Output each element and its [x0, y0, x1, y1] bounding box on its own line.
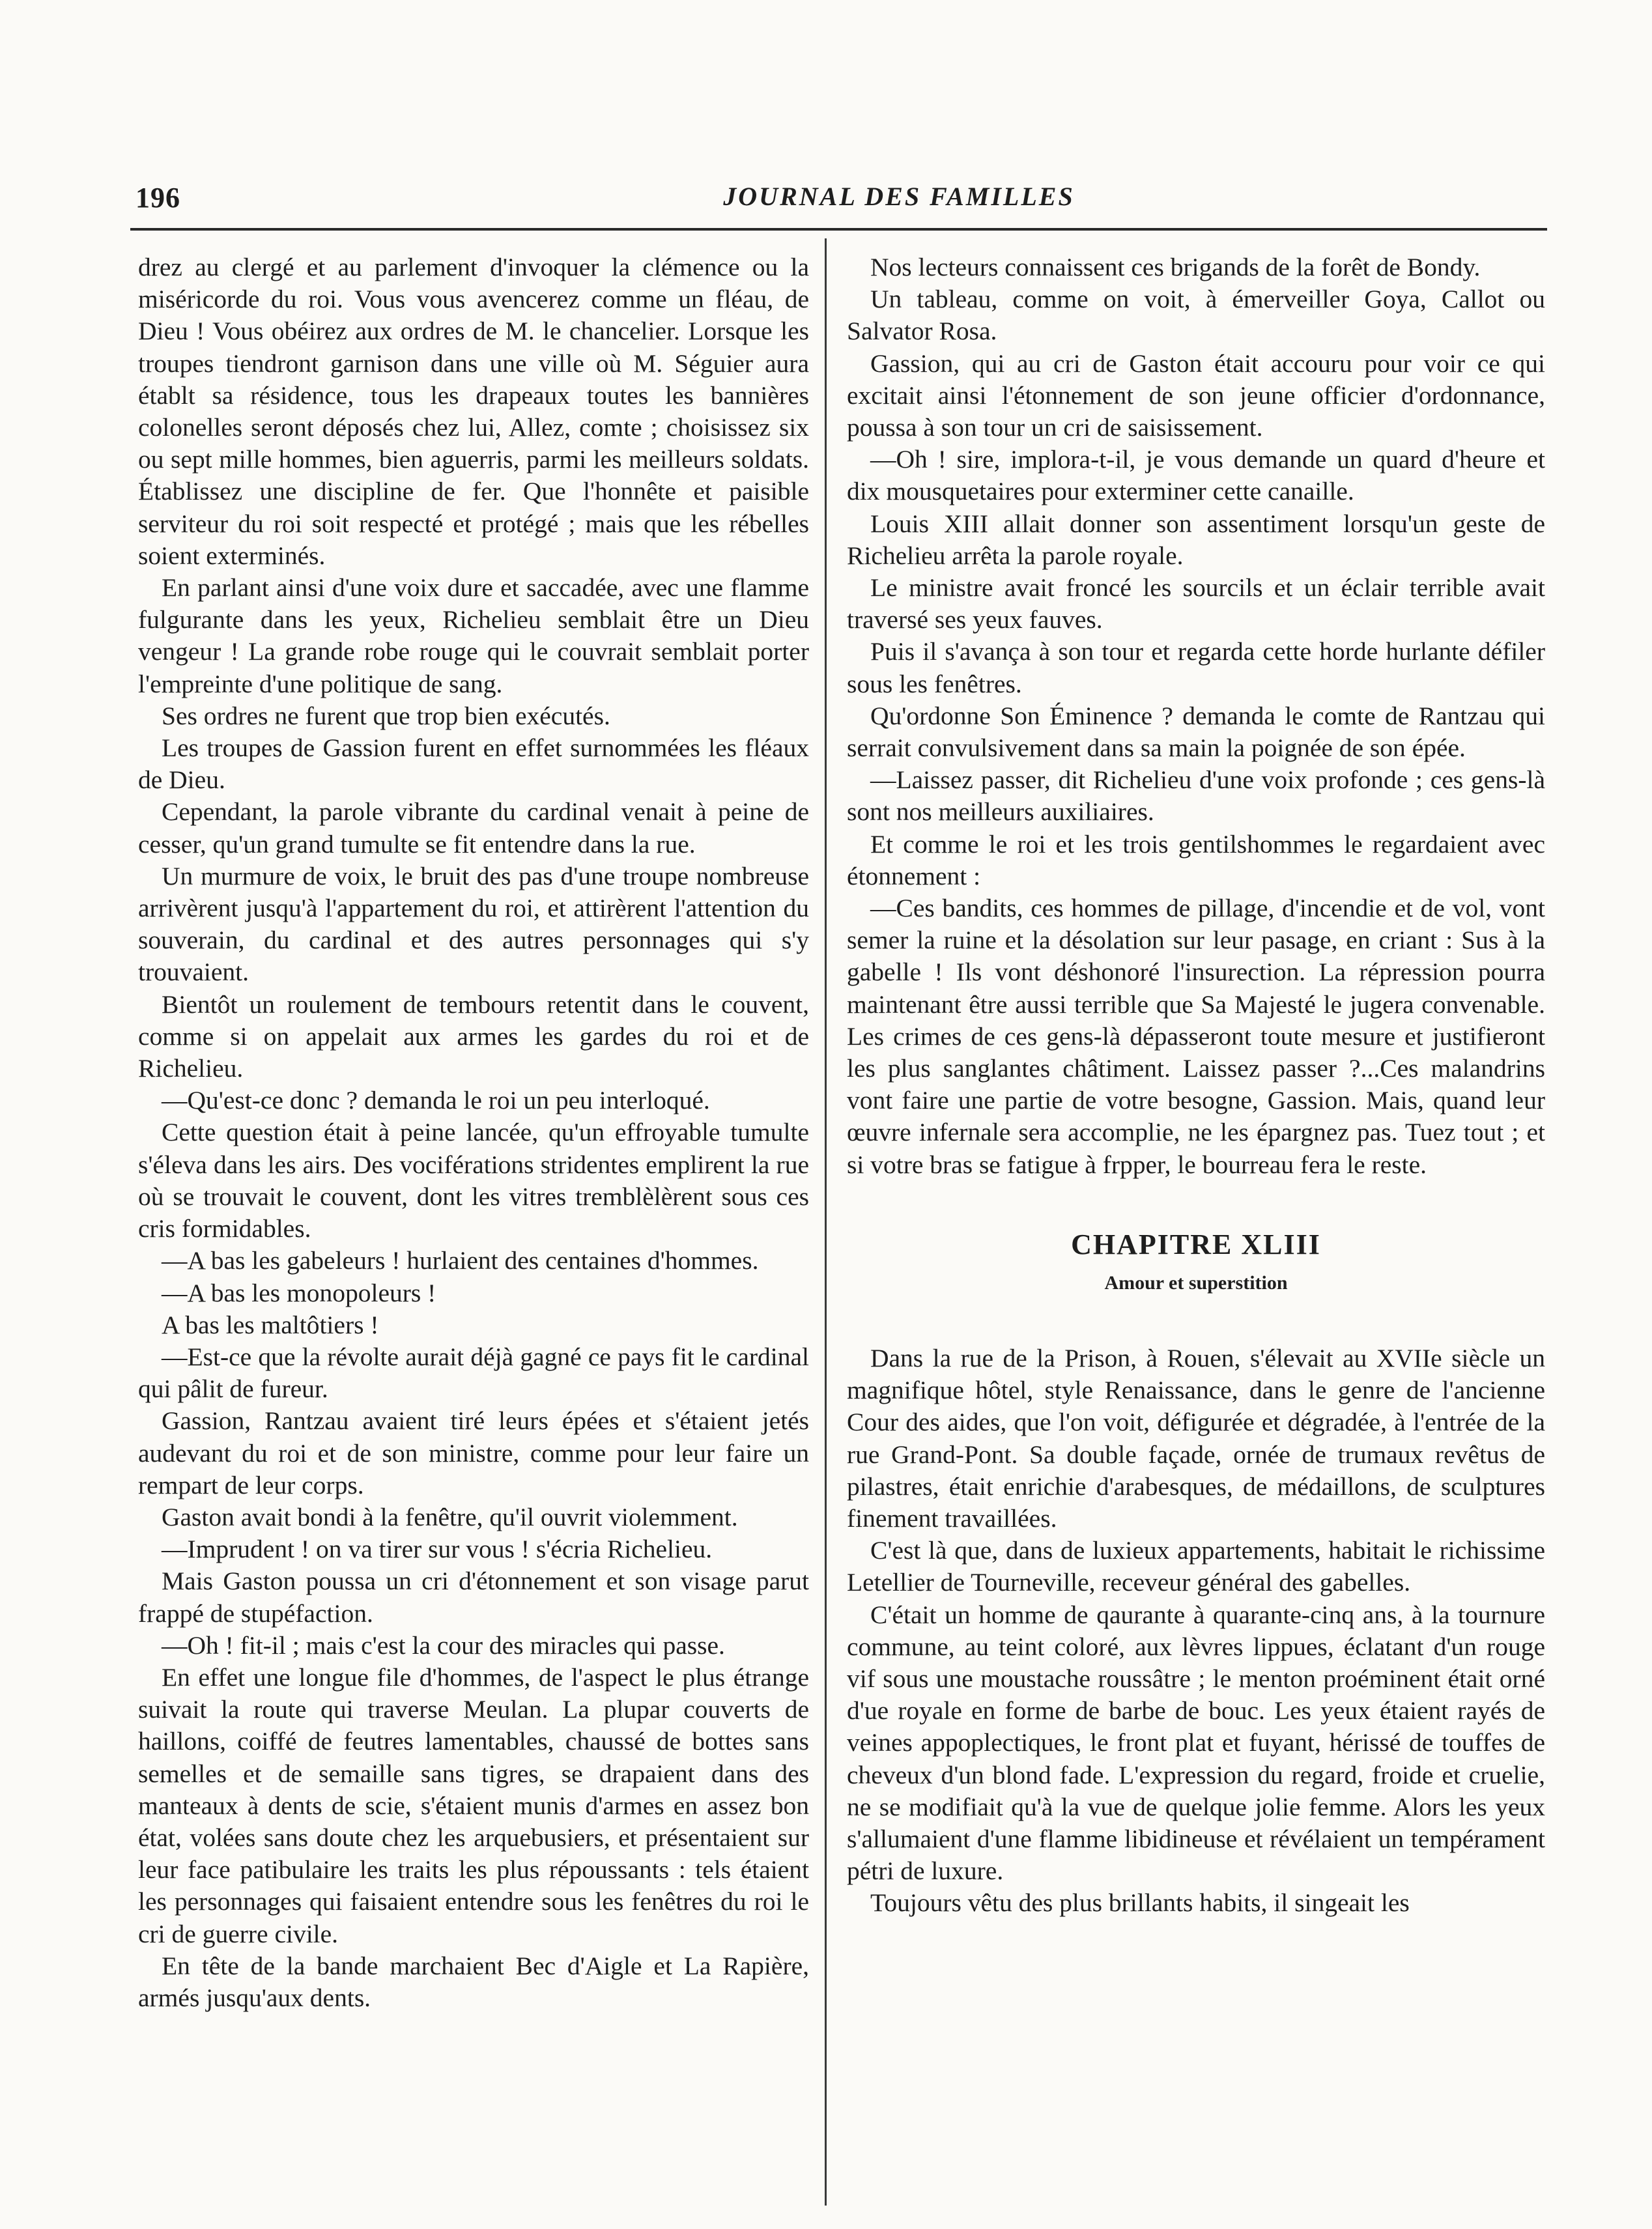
paragraph: Gassion, qui au cri de Gaston était accouru pour voir ce qui excitait ainsi l'étonnement de son jeune officier d'ordonnance, poussa à son tour un cri de saisissement. — [847, 348, 1545, 442]
paragraph: En parlant ainsi d'une voix dure et saccadée, avec une flamme fulgurante dans les yeux, Richelieu semblait être un Dieu vengeur ! La grande robe rouge qui le couvrait semblait porter l'empreinte d'une politique de sang. — [138, 573, 809, 698]
paragraph: Toujours vêtu des plus brillants habits, il singeait les — [870, 1888, 1410, 1918]
paragraph: Un murmure de voix, le bruit des pas d'une troupe nombreuse arrivèrent jusqu'à l'appartement du roi, et attirèrent l'attention du souverain, du cardinal et des autres personnages qui s'y trouvaient. — [138, 861, 809, 987]
paragraph: Qu'ordonne Son Éminence ? demanda le comte de Rantzau qui serrait convulsivement dans sa main la poignée de son épée. — [847, 701, 1545, 763]
paragraph: A bas les maltôtiers ! — [162, 1310, 379, 1339]
paragraph: —Laissez passer, dit Richelieu d'une voix profonde ; ces gens-là sont nos meilleurs auxiliaires. — [847, 765, 1545, 827]
paragraph: Gassion, Rantzau avaient tiré leurs épées et s'étaient jetés audevant du roi et de son ministre, comme pour leur faire un rempart de leur corps. — [138, 1406, 809, 1499]
paragraph: Et comme le roi et les trois gentilshommes le regardaient avec étonnement : — [847, 829, 1545, 890]
paragraph: Cependant, la parole vibrante du cardinal venait à peine de cesser, qu'un grand tumulte se fit entendre dans la rue. — [138, 797, 809, 859]
page-header — [130, 176, 1557, 225]
paragraph: —A bas les gabeleurs ! hurlaient des centaines d'hommes. — [162, 1246, 759, 1275]
paragraph: Puis il s'avança à son tour et regarda cette horde hurlante défiler sous les fenêtres. — [847, 637, 1545, 698]
paragraph: Gaston avait bondi à la fenêtre, qu'il ouvrit violemment. — [162, 1502, 738, 1531]
paragraph: Mais Gaston poussa un cri d'étonnement et son visage parut frappé de stupéfaction. — [138, 1567, 809, 1628]
paragraph: Nos lecteurs connaissent ces brigands de la forêt de Bondy. — [870, 253, 1481, 281]
paragraph: Dans la rue de la Prison, à Rouen, s'élevait au XVIIe siècle un magnifique hôtel, style Renaissance, dans le genre de l'ancienne Cour des aides, que l'on voit, défigurée et dégradée, à l'entrée de la rue Grand-Pont. Sa double façade, ornée de trumaux revêtus de pilastres, était enrichie d'arabesques, de médaillons, de sculptures finement travaillées. — [847, 1343, 1545, 1533]
paragraph: Les troupes de Gassion furent en effet surnommées les fléaux de Dieu. — [138, 733, 809, 795]
header-rule — [130, 228, 1547, 231]
right-column — [847, 251, 1545, 2225]
column-divider — [825, 238, 827, 2206]
paragraph: Le ministre avait froncé les sourcils et un éclair terrible avait traversé ses yeux fauves. — [847, 573, 1545, 634]
paragraph: Bientôt un roulement de tembours retentit dans le couvent, comme si on appelait aux armes les gardes du roi et de Richelieu. — [138, 989, 809, 1083]
paragraph: —A bas les monopoleurs ! — [162, 1278, 436, 1307]
left-column — [138, 251, 809, 2225]
chapter-title: CHAPITRE XLIII — [1071, 1228, 1321, 1260]
paragraph: Louis XIII allait donner son assentiment lorsqu'un geste de Richelieu arrêta la parole royale. — [847, 509, 1545, 570]
paragraph: —Imprudent ! on va tirer sur vous ! s'écria Richelieu. — [162, 1535, 713, 1564]
paragraph: drez au clergé et au parlement d'invoquer la clémence ou la miséricorde du roi. Vous vous avencerez comme un fléau, de Dieu ! Vous obéirez aux ordres de M. le chancelier. Lorsque les troupes tiendront garnison dans une ville où M. Séguier aura établt sa résidence, tous les drapeaux toutes les bannières colonelles seront déposés chez lui, Allez, comte ; choisissez six ou sept mille hommes, bien aguerris, parmi les meilleurs soldats. Établissez une discipline de fer. Que l'honnête et paisible serviteur du roi soit respecté et protégé ; mais que les rébelles soient exterminés. — [138, 253, 809, 570]
paragraph: En effet une longue file d'hommes, de l'aspect le plus étrange suivait la route qui traverse Meulan. La plupar couverts de haillons, coiffé de feutres lamentables, chaussé de bottes sans semelles et de semaille sans tigres, se drapaient dans des manteaux à dents de scie, s'étaient munis d'armes en assez bon état, volées sans doute chez les arquebusiers, et présentaient sur leur face patibulaire les traits les plus répoussants : tels étaient les personnages qui faisaient entendre sous les fenêtres du roi le cri de guerre civile. — [138, 1662, 809, 1948]
chapter-subtitle: Amour et superstition — [1104, 1271, 1288, 1294]
paragraph: Ses ordres ne furent que trop bien exécutés. — [162, 701, 610, 730]
paragraph: —Ces bandits, ces hommes de pillage, d'incendie et de vol, vont semer la ruine et la désolation sur leur pasage, en criant : Sus à la gabelle ! Ils vont déshonoré l'insurection. La répression pourra maintenant être aussi terrible que Sa Majesté le jugera convenable. Les crimes de ces gens-là dépasseront toute mesure et justifieront les plus sanglantes châtiment. Laissez passer ?...Ces malandrins vont faire une partie de votre besogne, Gassion. Mais, quand leur œuvre infernale sera accomplie, ne les épargnez pas. Tuez tout ; et si votre bras se fatigue à frpper, le bourreau fera le reste. — [847, 894, 1545, 1179]
paragraph: —Oh ! fit-il ; mais c'est la cour des miracles qui passe. — [162, 1630, 725, 1660]
paragraph: C'était un homme de qaurante à quarante-cinq ans, à la tournure commune, au teint coloré, aux lèvres lippues, éclatant d'un rouge vif sous une moustache roussâtre ; le menton proéminent était orné d'ue royale en forme de barbe de bouc. Les yeux étaient rayés de veines appoplectiques, le front plat et fuyant, hérissé de touffes de cheveux d'un blond fade. L'expression du regard, froide et cruelie, ne se modifiait qu'à la vue de quelque jolie femme. Alors les yeux s'allumaient d'une flamme libidineuse et révélaient un tempérament pétri de luxure. — [847, 1600, 1545, 1886]
running-title: JOURNAL DES FAMILLES — [723, 182, 1075, 211]
page-number: 196 — [135, 182, 180, 214]
paragraph: —Qu'est-ce donc ? demanda le roi un peu interloqué. — [162, 1086, 710, 1115]
paragraph: C'est là que, dans de luxieux appartements, habitait le richissime Letellier de Tourneville, receveur général des gabelles. — [847, 1536, 1545, 1597]
paragraph: Un tableau, comme on voit, à émerveiller Goya, Callot ou Salvator Rosa. — [847, 285, 1545, 346]
paragraph: —Est-ce que la révolte aurait déjà gagné ce pays fit le cardinal qui pâlit de fureur. — [138, 1342, 809, 1404]
paragraph: —Oh ! sire, implora-t-il, je vous demande un quard d'heure et dix mousquetaires pour exterminer cette canaille. — [847, 445, 1545, 506]
paragraph: En tête de la bande marchaient Bec d'Aigle et La Rapière, armés jusqu'aux dents. — [138, 1951, 809, 2012]
paragraph: Cette question était à peine lancée, qu'un effroyable tumulte s'éleva dans les airs. Des vociférations stridentes emplirent la rue où se trouvait le couvent, dont les vitres tremblèlèrent sous ces cris formidables. — [138, 1118, 809, 1243]
